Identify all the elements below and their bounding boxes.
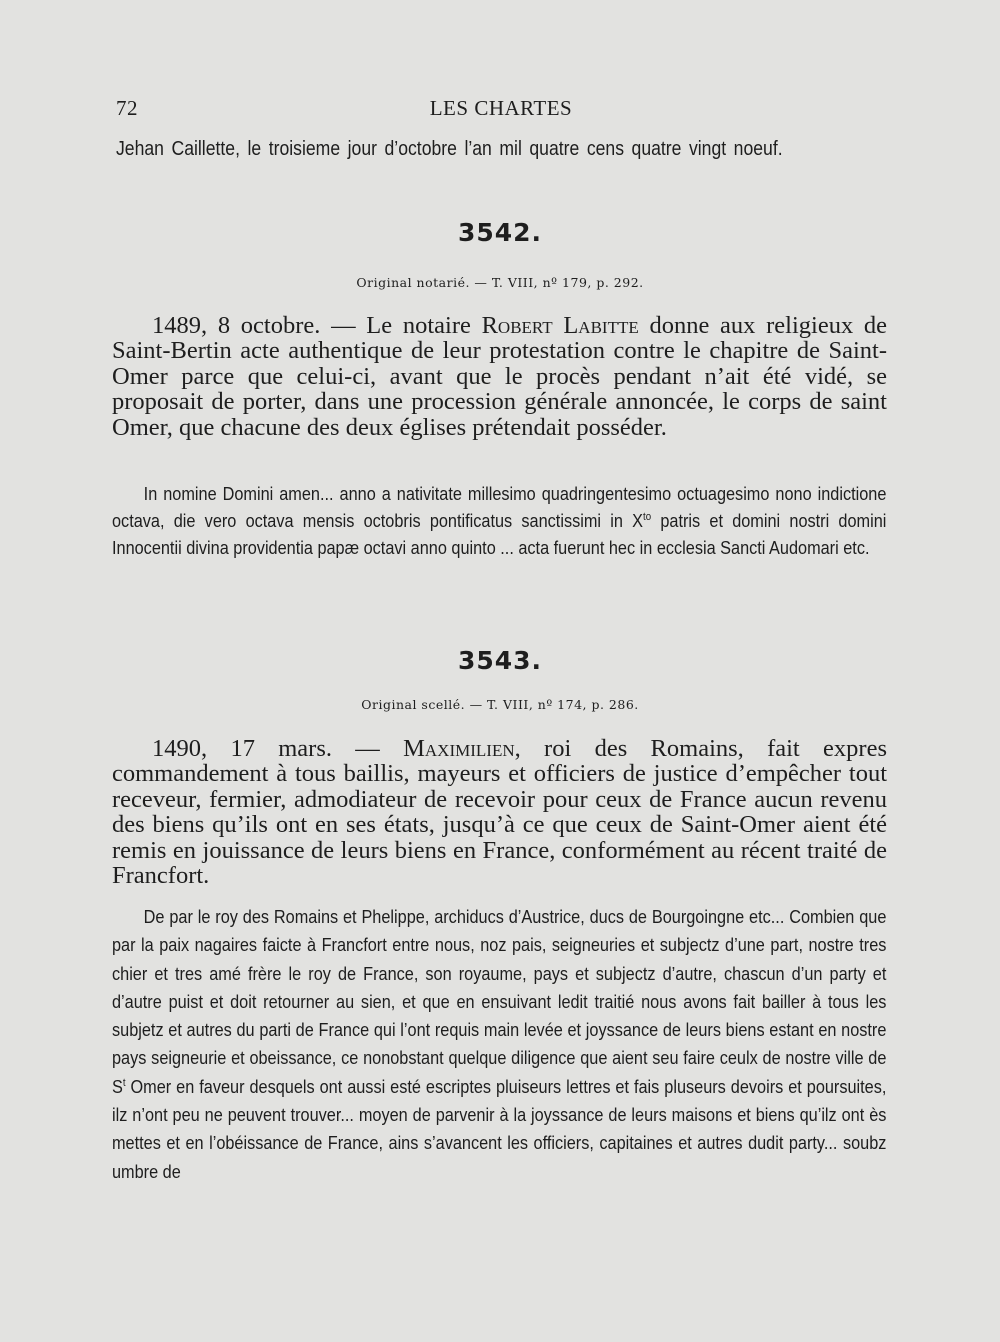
entry-source-3543: Original scellé. — T. VIII, nº 174, p. 286. xyxy=(361,697,639,712)
superscript-abbrev: t xyxy=(122,1076,126,1089)
continuation-line: Jehan Caillette, le troisieme jour d’octobre l’an mil quatre cens quatre vingt noeuf. xyxy=(116,138,783,160)
entry-number-3543: 3543. xyxy=(457,646,543,675)
summary-text: , roi des Romains, fait expres commandement à tous baillis, mayeurs et officiers de justice d’empêcher tout receveur, fermier, admodiateur de recevoir pour ceux de France aucun revenu des biens qu’ils ont en ses états, jusqu’à ce que ceux de Saint-Omer aient été remis en jouissance de leurs biens en France, conformément au récent traité de Francfort. xyxy=(112,735,887,890)
summary-lead: Le notaire xyxy=(366,312,471,339)
person-name: Robert Labitte xyxy=(481,312,639,339)
entry-date: 1490, 17 mars. — xyxy=(152,735,380,762)
entry-excerpt-3542 xyxy=(112,480,886,561)
page-number: 72 xyxy=(116,96,138,120)
superscript-abbrev: to xyxy=(643,510,652,523)
page-header xyxy=(116,96,886,126)
excerpt-text: In nomine Domini amen... anno a nativitate millesimo quadringentesimo octuagesimo nono indictione octava, die vero octava mensis octobris pontificatus sanctissimi in X xyxy=(112,483,887,531)
excerpt-text-continued: patris et domini nostri domini Innocentii divina providentia papæ octavi anno quinto ... acta fuerunt hec in ecclesia Sancti Audomari etc. xyxy=(112,510,887,558)
entry-date: 1489, 8 octobre. — xyxy=(152,312,356,339)
entry-source-3542: Original notarié. — T. VIII, nº 179, p. 292. xyxy=(356,275,644,290)
entry-number-3542: 3542. xyxy=(457,218,543,247)
running-title: LES CHARTES xyxy=(429,96,573,120)
person-name: Maximilien xyxy=(403,735,515,762)
entry-summary-3542 xyxy=(112,313,887,440)
excerpt-text: De par le roy des Romains et Phelippe, archiducs d’Austrice, ducs de Bourgoingne etc... Combien que par la paix nagaires faicte à Francfort entre nous, noz pais, seigneuries et subjectz d’une part, nostre tres chier et tres amé frère le roy de France, son royaume, pays et subjectz d’autre, chascun d’un party et d’autre puist et doit retourner au sien, et que en ensuivant ledit traitié nous avons fait bailler à tous les subjetz et autres du parti de France qui l’ont requis main levée et joyssance de leurs biens estant en nostre pays seigneurie et obeissance, ce nonobstant quelque diligence que aient seu faire ceulx de nostre ville de S xyxy=(112,906,887,1097)
excerpt-text-continued: Omer en faveur desquels ont aussi esté escriptes pluiseurs lettres et fais pluseurs devoirs et poursuites, ilz n’ont peu ne peuvent trouver... moyen de parvenir à la joyssance de leurs maisons et biens qu’ilz ont ès mettes et en l’obéissance de France, ains s’avancent les officiers, capitaines et autres dudit party... soubz umbre de xyxy=(112,1075,887,1182)
summary-text: donne aux religieux de Saint-Bertin acte authentique de leur protestation contre le chapitre de Saint-Omer parce que celui-ci, avant que le procès pendant n’ait été vidé, se proposait de porter, dans une procession générale annoncée, le corps de saint Omer, que chacune des deux églises prétendait posséder. xyxy=(112,312,888,441)
entry-summary-3543 xyxy=(112,736,887,888)
entry-excerpt-3543 xyxy=(112,903,886,1186)
